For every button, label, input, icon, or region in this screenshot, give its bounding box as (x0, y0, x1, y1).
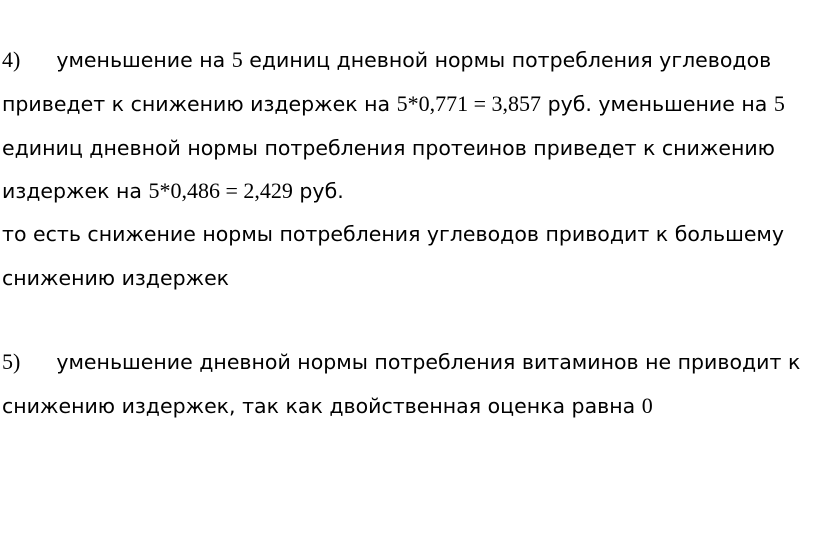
item-4-protein-expression: 5*0,486 = 2,429 (148, 178, 293, 203)
conclusion-text-1: то есть снижение нормы потребления углеводов приводит к большему (2, 222, 785, 246)
item-4-line-2-text: приведет к снижению издержек на (2, 92, 397, 116)
item-5-zero: 0 (641, 393, 653, 418)
conclusion-text-2: снижению издержек (2, 266, 230, 290)
item-5-number: 5) (2, 349, 21, 374)
item-5-line-1 (2, 348, 800, 376)
item-4-text-a: уменьшение на (56, 48, 232, 72)
item-4-line-3-text: единиц дневной нормы потребления протеинов приведет к снижению (2, 136, 775, 160)
item-4-line-4 (2, 177, 344, 205)
item-4-line-3 (2, 134, 775, 162)
item-4-line-4-rest: руб. (292, 179, 344, 203)
item-4-number-5: 5 (231, 47, 243, 72)
item-4-number: 4) (2, 47, 21, 72)
item-4-text-b: единиц дневной нормы потребления углеводов (242, 48, 772, 72)
item-4-line-1 (2, 46, 771, 74)
conclusion-line-1 (2, 220, 784, 248)
item-4-carb-expression: 5*0,771 = 3,857 (396, 91, 542, 116)
item-5-line-2 (2, 392, 653, 420)
conclusion-line-2 (2, 264, 229, 292)
item-4-line-2-number: 5 (773, 91, 785, 116)
item-4-line-2 (2, 90, 785, 118)
item-4-line-2-mid: руб. уменьшение на (541, 92, 774, 116)
item-4-line-4-text: издержек на (2, 179, 149, 203)
item-5-text-b: снижению издержек, так как двойственная оценка равна (2, 394, 642, 418)
item-5-text-a: уменьшение дневной нормы потребления витаминов не приводит к (56, 350, 801, 374)
